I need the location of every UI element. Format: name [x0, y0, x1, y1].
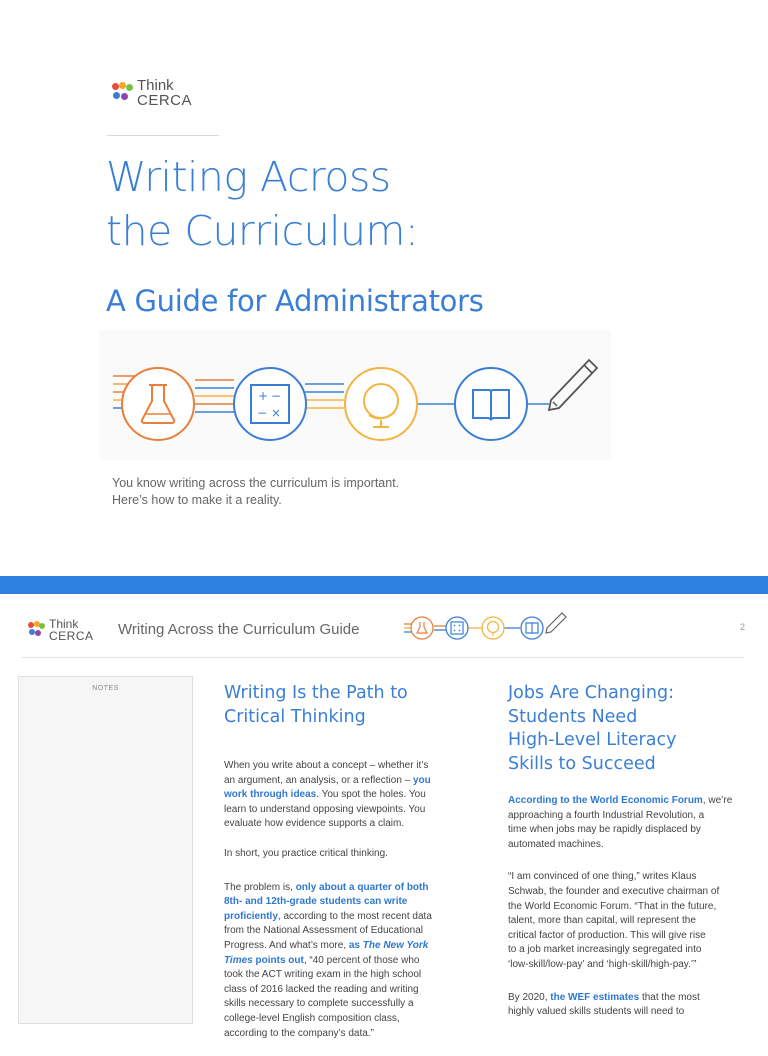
- paragraph: In short, you practice critical thinking.: [224, 847, 388, 859]
- notes-label: NOTES: [92, 685, 119, 692]
- guide-title: Writing Across the Curriculum Guide: [118, 621, 360, 638]
- page-two: [0, 594, 768, 1039]
- link-nyt[interactable]: Times: [224, 954, 253, 966]
- column-critical-thinking: [224, 682, 440, 1056]
- notes-panel[interactable]: [18, 676, 193, 1024]
- paragraph: By 2020, the WEF estimates that the most highly valued skills students will need to: [508, 991, 700, 1018]
- link-work-through-ideas[interactable]: you: [413, 774, 431, 786]
- link-wef[interactable]: According to the World Economic Forum: [508, 795, 703, 806]
- page-number: 2: [740, 622, 746, 632]
- book-icon: [455, 368, 527, 440]
- link-wef-estimates[interactable]: the WEF estimates: [550, 991, 640, 1003]
- flask-icon: [122, 368, 194, 440]
- flask-icon: [411, 617, 433, 639]
- intro-line-2: Here’s how to make it a reality.: [112, 493, 282, 507]
- link-naep-proficiency[interactable]: 8th- and 12th-grade students can write: [224, 896, 408, 908]
- link-nyt[interactable]: points out: [252, 954, 304, 966]
- page-header: [0, 594, 768, 658]
- cover-intro: [112, 475, 399, 509]
- title-line-2: the Curriculum:: [106, 207, 419, 255]
- title-line-1: Writing Across: [106, 153, 391, 201]
- paragraph: According to the World Economic Forum, we’re approaching a fourth Industrial Revolution, a time when jobs may be rapidly displaced by automated machines.: [508, 795, 733, 850]
- book-icon: [521, 617, 543, 639]
- logo-word-think: Think: [137, 77, 174, 94]
- hero-illustration: [99, 330, 611, 460]
- logo-word-think: Think: [49, 617, 79, 631]
- intro-line-1: You know writing across the curriculum is important.: [112, 476, 400, 490]
- link-work-through-ideas[interactable]: work through ideas: [224, 789, 317, 801]
- math-icon: [234, 368, 306, 440]
- svg-text:−: −: [257, 406, 268, 420]
- section-heading-jobs-changing: Jobs Are Changing: Students Need High-Level Literacy Skills to Succeed: [508, 683, 677, 774]
- logo-word-cerca: CERCA: [137, 92, 193, 109]
- pencil-icon: [549, 360, 597, 410]
- column-jobs-changing: [508, 682, 738, 1035]
- paragraph: When you write about a concept – whether it’s an argument, an analysis, or a reflection – you work through ideas. You spot the holes. You learn to understand opposing viewpoints. You evaluate how evidence supports a claim.: [224, 760, 431, 830]
- svg-text:+: +: [258, 389, 269, 403]
- globe-icon: [482, 617, 504, 639]
- document-subtitle: A Guide for Administrators: [106, 284, 484, 318]
- document-title: [106, 150, 418, 258]
- link-nyt[interactable]: The New York: [362, 939, 429, 951]
- logo-word-cerca: CERCA: [49, 629, 94, 643]
- link-naep-proficiency[interactable]: proficiently: [224, 910, 278, 922]
- thinkcerca-logo-small: [27, 618, 94, 642]
- logo-dots-icon: [27, 621, 45, 639]
- paragraph: “I am convinced of one thing,” writes Klaus Schwab, the founder and executive chairman of the World Economic Forum. “That in the future, talent, more than capital, will represent the critical factor of production. This will give rise to a job market increasingly segregated into ‘low-skill/low-pay’ and ‘high-skill/high-pay.’”: [508, 871, 720, 970]
- link-naep-proficiency[interactable]: only about a quarter of both: [295, 881, 429, 893]
- svg-text:−: −: [271, 389, 282, 403]
- paragraph: The problem is, only about a quarter of both 8th- and 12th-grade students can write proficiently, according to the most recent data from the National Assessment of Educational Progress. And what’s more, as The New York Times points out, “40 percent of those who took the ACT writing exam in the high school class of 2016 lacked the reading and writing skills necessary to complete successfully a college-level English composition class, according to the company’s data.”: [224, 881, 440, 1042]
- section-heading-critical-thinking: Writing Is the Path to Critical Thinking: [224, 683, 408, 727]
- globe-icon: [345, 368, 417, 440]
- logo-dots-icon: [111, 82, 133, 104]
- page-separator: [0, 576, 768, 594]
- pencil-icon: [546, 613, 566, 633]
- svg-text:×: ×: [271, 406, 282, 420]
- cover-divider: [107, 135, 219, 136]
- header-divider: [22, 657, 744, 658]
- math-icon: [446, 617, 468, 639]
- thinkcerca-logo: [111, 78, 192, 108]
- link-nyt[interactable]: as: [348, 939, 363, 951]
- header-icon-strip: [404, 610, 574, 649]
